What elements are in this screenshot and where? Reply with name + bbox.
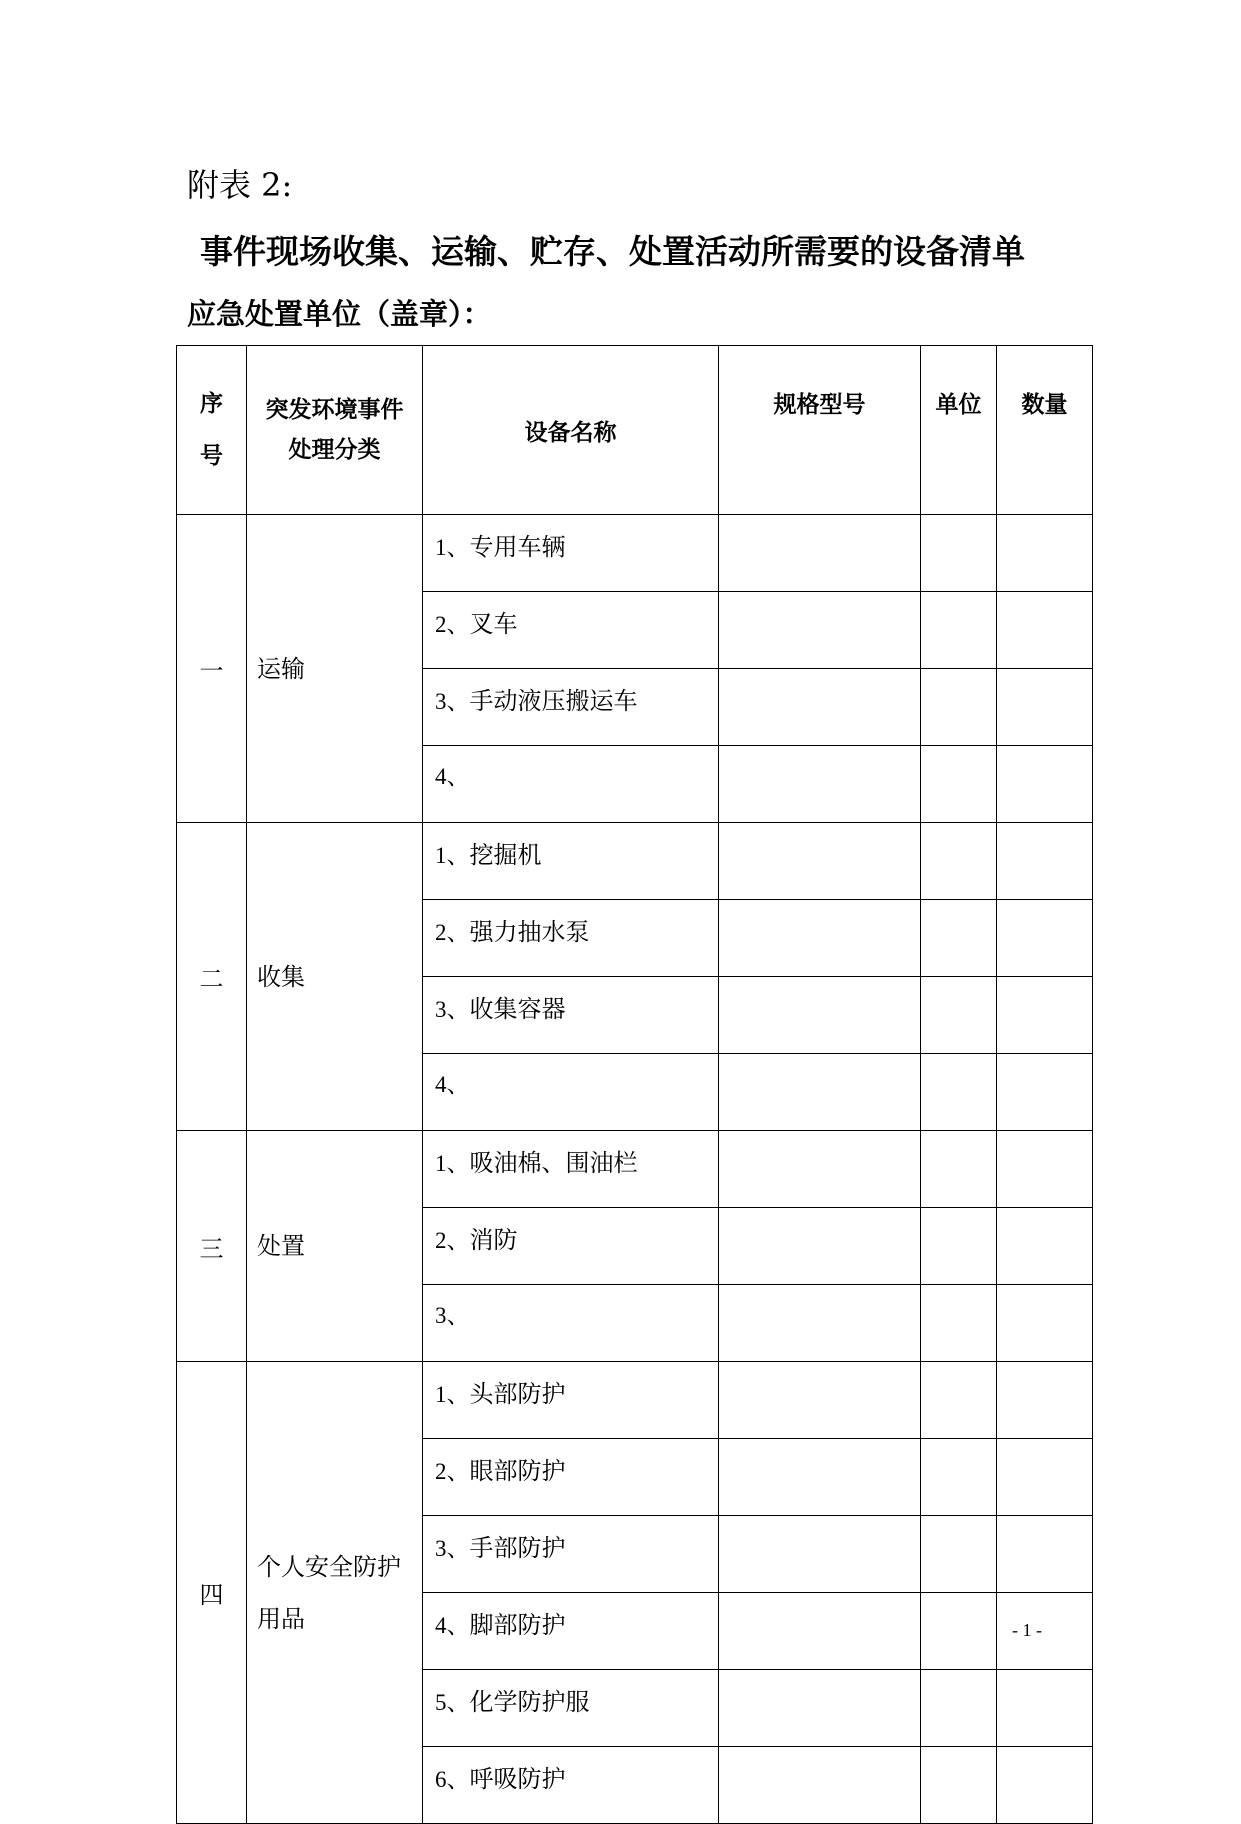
quantity-cell (997, 746, 1093, 823)
unit-cell (921, 1054, 997, 1131)
equipment-name-cell (423, 1208, 719, 1285)
group-category-line2: 用品 (257, 1604, 305, 1633)
quantity-cell (997, 823, 1093, 900)
unit-cell (921, 592, 997, 669)
unit-cell (921, 1670, 997, 1747)
spec-cell (719, 592, 921, 669)
spec-cell (719, 1208, 921, 1285)
annex-label: 附表 2: (187, 166, 293, 204)
quantity-cell (997, 592, 1093, 669)
unit-cell (921, 1747, 997, 1824)
quantity-cell (997, 669, 1093, 746)
header-quantity: 数量 (997, 346, 1093, 515)
item-number: 1、 (435, 1382, 470, 1407)
item-number: 4、 (435, 1072, 470, 1097)
quantity-cell (997, 900, 1093, 977)
item-name: 专用车辆 (469, 533, 566, 561)
spec-cell (719, 977, 921, 1054)
equipment-name-cell (423, 592, 719, 669)
table-row (177, 1131, 1093, 1208)
equipment-name-cell (423, 1747, 719, 1824)
quantity-cell (997, 1054, 1093, 1131)
quantity-cell (997, 1208, 1093, 1285)
quantity-cell (997, 977, 1093, 1054)
header-seq-top: 序 (200, 391, 223, 417)
spec-cell (719, 1670, 921, 1747)
group-category-line1: 个人安全防护 (257, 1552, 401, 1581)
group-seq: 二 (177, 823, 247, 1131)
quantity-cell (997, 1439, 1093, 1516)
group-seq: 一 (177, 515, 247, 823)
equipment-name-cell (423, 977, 719, 1054)
equipment-name-cell (423, 1516, 719, 1593)
item-number: 3、 (435, 1303, 470, 1328)
quantity-cell (997, 1747, 1093, 1824)
item-number: 1、 (435, 535, 470, 560)
table-row (177, 823, 1093, 900)
spec-cell (719, 1362, 921, 1439)
spec-cell (719, 1593, 921, 1670)
item-name: 吸油棉、围油栏 (469, 1149, 638, 1177)
unit-cell (921, 1516, 997, 1593)
item-number: 4、 (435, 1613, 470, 1638)
equipment-name-cell (423, 1054, 719, 1131)
group-seq: 四 (177, 1362, 247, 1824)
spec-cell (719, 823, 921, 900)
equipment-name-cell (423, 900, 719, 977)
equipment-name-cell (423, 746, 719, 823)
item-number: 3、 (435, 997, 470, 1022)
spec-cell (719, 1516, 921, 1593)
unit-cell (921, 900, 997, 977)
unit-cell (921, 515, 997, 592)
table-row (177, 515, 1093, 592)
item-name: 呼吸防护 (469, 1765, 566, 1793)
group-category: 收集 (247, 823, 423, 1131)
header-category-line1: 突发环境事件 (265, 397, 404, 423)
document-title: 事件现场收集、运输、贮存、处置活动所需要的设备清单 (200, 232, 1025, 271)
unit-cell (921, 1593, 997, 1670)
table-row (177, 1362, 1093, 1439)
group-category (247, 1362, 423, 1824)
group-category: 运输 (247, 515, 423, 823)
quantity-cell (997, 1131, 1093, 1208)
spec-cell (719, 1439, 921, 1516)
spec-cell (719, 669, 921, 746)
unit-cell (921, 1208, 997, 1285)
spec-cell (719, 746, 921, 823)
spec-cell (719, 1747, 921, 1824)
equipment-name-cell (423, 1593, 719, 1670)
header-category (247, 346, 423, 515)
quantity-cell (997, 1285, 1093, 1362)
header-equipment-name: 设备名称 (423, 346, 719, 515)
equipment-name-cell (423, 1439, 719, 1516)
unit-cell (921, 669, 997, 746)
header-seq-bottom: 号 (200, 443, 223, 469)
item-name: 消防 (469, 1226, 518, 1254)
equipment-name-cell (423, 1362, 719, 1439)
header-seq (177, 346, 247, 515)
unit-cell (921, 1362, 997, 1439)
unit-cell (921, 977, 997, 1054)
item-name: 手动液压搬运车 (469, 687, 638, 715)
item-name: 眼部防护 (469, 1457, 566, 1485)
item-name: 强力抽水泵 (469, 918, 590, 946)
group-seq: 三 (177, 1131, 247, 1362)
equipment-name-cell (423, 1670, 719, 1747)
equipment-name-cell (423, 669, 719, 746)
header-unit: 单位 (921, 346, 997, 515)
quantity-cell (997, 1670, 1093, 1747)
equipment-name-cell (423, 1285, 719, 1362)
unit-cell (921, 746, 997, 823)
item-number: 2、 (435, 612, 470, 637)
item-number: 4、 (435, 764, 470, 789)
quantity-cell (997, 1593, 1093, 1670)
unit-cell (921, 823, 997, 900)
quantity-cell (997, 1516, 1093, 1593)
item-number: 5、 (435, 1690, 470, 1715)
item-number: 1、 (435, 843, 470, 868)
equipment-name-cell (423, 823, 719, 900)
header-spec-model: 规格型号 (719, 346, 921, 515)
item-number: 2、 (435, 920, 470, 945)
item-number: 1、 (435, 1151, 470, 1176)
quantity-cell (997, 515, 1093, 592)
item-name: 挖掘机 (469, 841, 542, 869)
unit-cell (921, 1439, 997, 1516)
item-number: 6、 (435, 1767, 470, 1792)
unit-cell (921, 1285, 997, 1362)
header-category-line2: 处理分类 (288, 437, 381, 463)
item-name: 手部防护 (469, 1534, 566, 1562)
equipment-name-cell (423, 1131, 719, 1208)
item-number: 3、 (435, 1536, 470, 1561)
item-number: 3、 (435, 689, 470, 714)
spec-cell (719, 1131, 921, 1208)
item-name: 化学防护服 (469, 1688, 590, 1716)
spec-cell (719, 1054, 921, 1131)
page-number: - 1 - (1012, 1620, 1042, 1640)
item-number: 2、 (435, 1228, 470, 1253)
spec-cell (719, 900, 921, 977)
emergency-unit-label: 应急处置单位（盖章）： (187, 297, 492, 331)
header-row (177, 346, 1093, 515)
item-name: 脚部防护 (469, 1611, 566, 1639)
spec-cell (719, 1285, 921, 1362)
unit-cell (921, 1131, 997, 1208)
item-name: 叉车 (469, 610, 518, 638)
quantity-cell (997, 1362, 1093, 1439)
item-name: 收集容器 (469, 995, 566, 1023)
item-name: 头部防护 (469, 1380, 566, 1408)
equipment-table (176, 345, 1093, 1824)
item-number: 2、 (435, 1459, 470, 1484)
equipment-name-cell (423, 515, 719, 592)
spec-cell (719, 515, 921, 592)
group-category: 处置 (247, 1131, 423, 1362)
